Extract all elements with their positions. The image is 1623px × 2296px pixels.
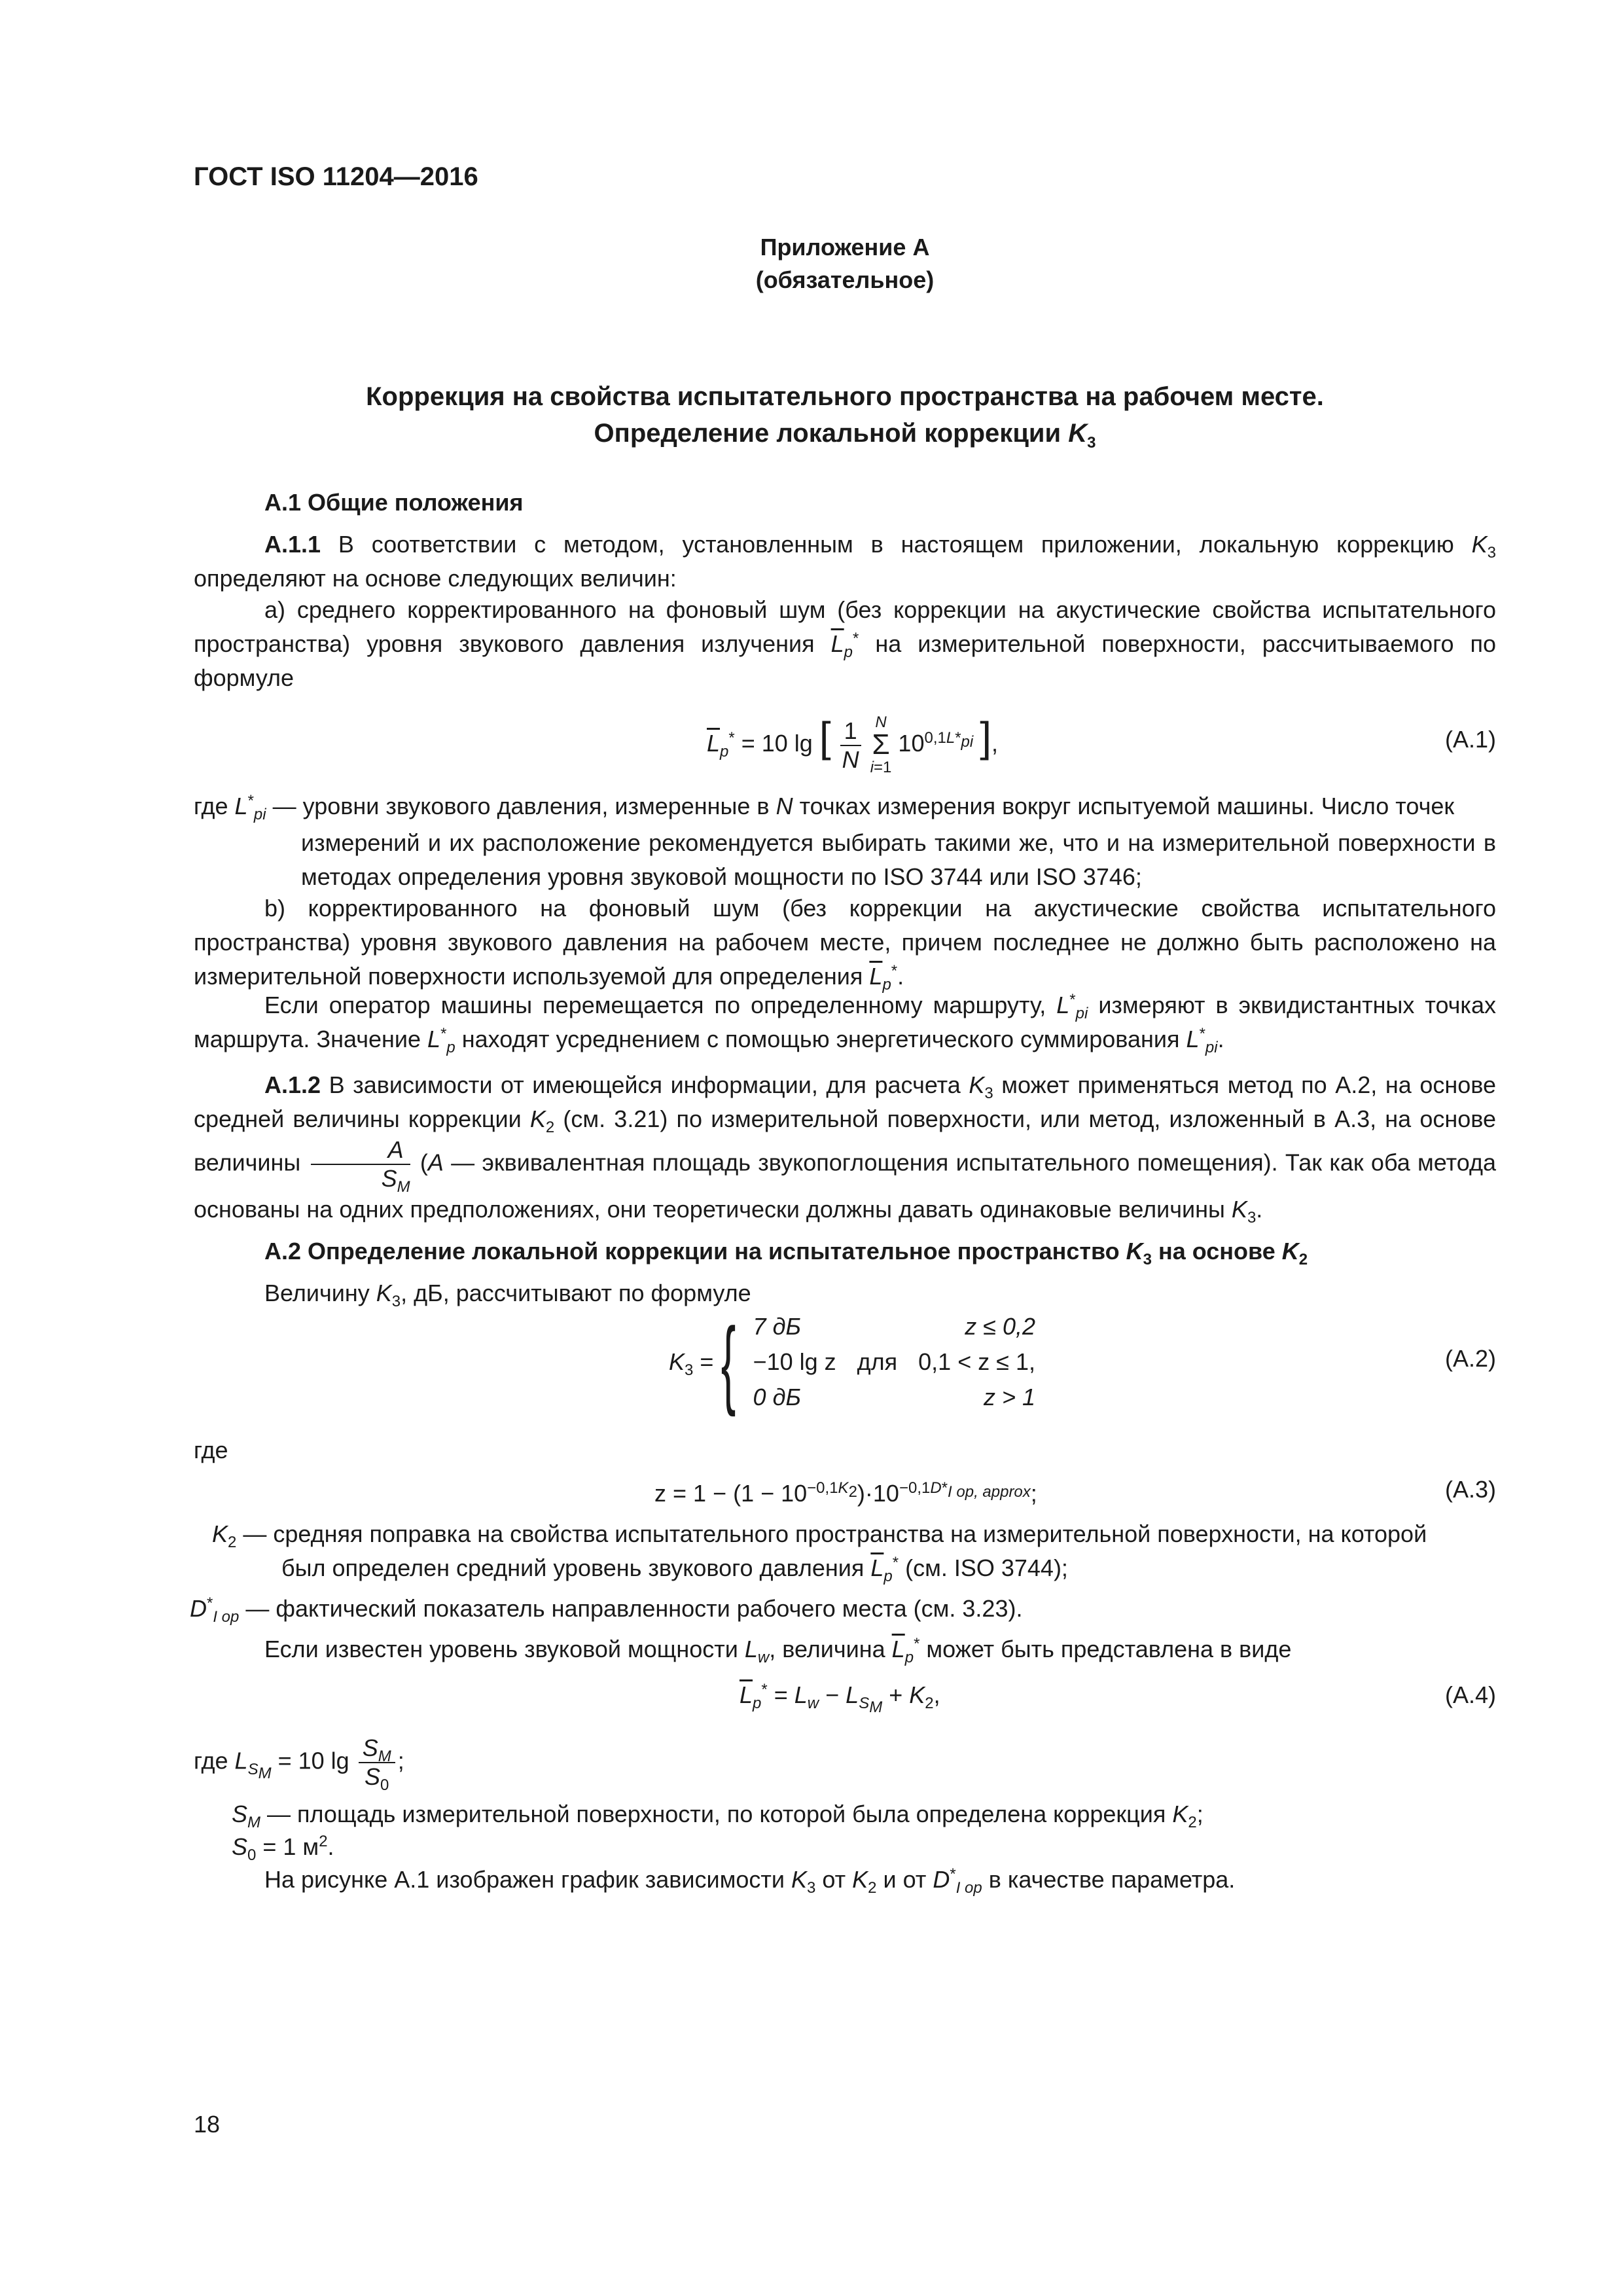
paragraph-operator: Если оператор машины перемещается по определенному маршруту, $L^*_{pi}$ измеряют в эквидистантных точках маршрута. Значение $L^*_p$ находят усреднением с помощью энергетического суммирования $L^*_{pi}$. (194, 991, 1496, 1057)
paragraph-a11: А.1.1 В соответствии с методом, установленным в настоящем приложении, локальную коррекцию $K_3$ определяют на основе следующих величин: (194, 531, 1496, 592)
case-2-condition: 0,1 < z ≤ 1, (918, 1348, 1036, 1375)
case-1-condition: z ≤ 0,2 (965, 1313, 1036, 1340)
appendix-status: (обязательное) (755, 266, 935, 293)
paragraph-a11-a: а) среднего корректированного на фоновый шум (без коррекции на акустические свойства испытательного пространства) уровня звукового давления излучения $\overline{L}_p^*$ на измерительной поверхности, рассчитываемого по формуле (194, 596, 1496, 691)
section-title: Коррекция на свойства испытательного пространства на рабочем месте. (366, 382, 1324, 411)
equation-a4: $\overline{L}_p^* = L_w - L_{S_M} + K_2$, (740, 1681, 940, 1716)
case-2-word: для (857, 1348, 898, 1375)
where-a1: где $L^*_{pi}$ — уровни звукового давления, измеренные в N точках измерения вокруг испытуемой машины. Число точек (194, 792, 1455, 824)
where-a2: где (194, 1437, 228, 1463)
case-2-value: −10 lg z (753, 1348, 836, 1375)
definition-s0: $S_0 = 1$ $м^2$. (232, 1833, 334, 1865)
appendix-title: Приложение А (760, 234, 930, 260)
subsection-heading-a2: А.2 Определение локальной коррекции на испытательное пространство $K_3$ на основе $K_2$ (264, 1238, 1308, 1269)
equation-number-a4: (А.4) (1444, 1681, 1496, 1708)
equation-a3: $z = 1 - (1 - 10^{-0,1K_2})\cdot 10^{-0,1D*_{I op, approx}}$; (654, 1479, 1037, 1507)
equation-a1: $\overline{L}_p^* = 10$ lg [ $\frac{1}{N}$ N Σ i=1 $10^{0,1L*_{pi}}$ ], (707, 713, 999, 776)
definition-di: $D^*_{I op}$ — фактический показатель направленности рабочего места (см. 3.23). (190, 1594, 1023, 1626)
paragraph-lw: Если известен уровень звуковой мощности $L_w$, величина $\overline{L}_p^*$ может быть представлена в виде (264, 1635, 1292, 1667)
paragraph-a2-intro: Величину $K_3$, дБ, рассчитывают по формуле (264, 1280, 751, 1311)
equation-number-a1: (А.1) (1444, 726, 1496, 753)
paragraph-a11-b: b) корректированного на фоновый шум (без коррекции на акустические свойства испытательного пространства) уровня звукового давления на рабочем месте, причем последнее не должно быть расположено на измерительной поверхности используемой для определения $\overline{L}_p^*$. (194, 895, 1496, 994)
definition-k2: $K_2$ — средняя поправка на свойства испытательного пространства на измерительной поверхности, на которой (212, 1520, 1427, 1552)
paragraph-figure-ref: На рисунке А.1 изображен график зависимости $K_3$ от $K_2$ и от $D^*_{I op}$ в качестве параметра. (264, 1865, 1236, 1897)
subsection-heading-a1: А.1 Общие положения (264, 489, 524, 516)
case-3-value: 0 дБ (753, 1384, 801, 1410)
page-number: 18 (194, 2111, 221, 2138)
where-a1-continued: измерений и их расположение рекомендуется выбирать такими же, что и на измерительной поверхности в методах определения уровня звуковой мощности по ISO 3744 или ISO 3746; (301, 829, 1496, 890)
definition-k2-continued: был определен средний уровень звукового давления $\overline{L}_p^*$ (см. ISO 3744); (281, 1554, 1068, 1586)
case-1-value: 7 дБ (753, 1313, 801, 1340)
equation-number-a3: (А.3) (1444, 1476, 1496, 1503)
definition-sm: $S_M$ — площадь измерительной поверхности, по которой была определена коррекция $K_2$; (232, 1801, 1204, 1832)
section-subtitle: Определение локальной коррекции $K_3$ (594, 419, 1096, 452)
document-header: ГОСТ ISO 11204—2016 (194, 162, 478, 191)
equation-number-a2: (А.2) (1444, 1345, 1496, 1372)
paragraph-a12: А.1.2 В зависимости от имеющейся информации, для расчета $K_3$ может применяться метод по А.2, на основе средней величины коррекции $K_2$ (см. 3.21) по измерительной поверхности, или метод, изложенный в А.3, на основе величины $\frac{A}{S_M}$ (A — эквивалентная площадь звукопоглощения испытательного помещения). Так как оба метода основаны на одних предположениях, они теоретически должны давать одинаковые величины $K_3$. (194, 1071, 1497, 1227)
equation-a2: $K_3$ = { 7 дБ z ≤ 0,2 −10 lg z для 0,1 < z ≤ 1, 0 дБ z > 1 (669, 1309, 1046, 1415)
case-3-condition: z > 1 (983, 1384, 1036, 1410)
where-a4: где $L_{S_M} = 10$ lg $\frac{S_M}{S_0}$ ; (194, 1734, 404, 1795)
